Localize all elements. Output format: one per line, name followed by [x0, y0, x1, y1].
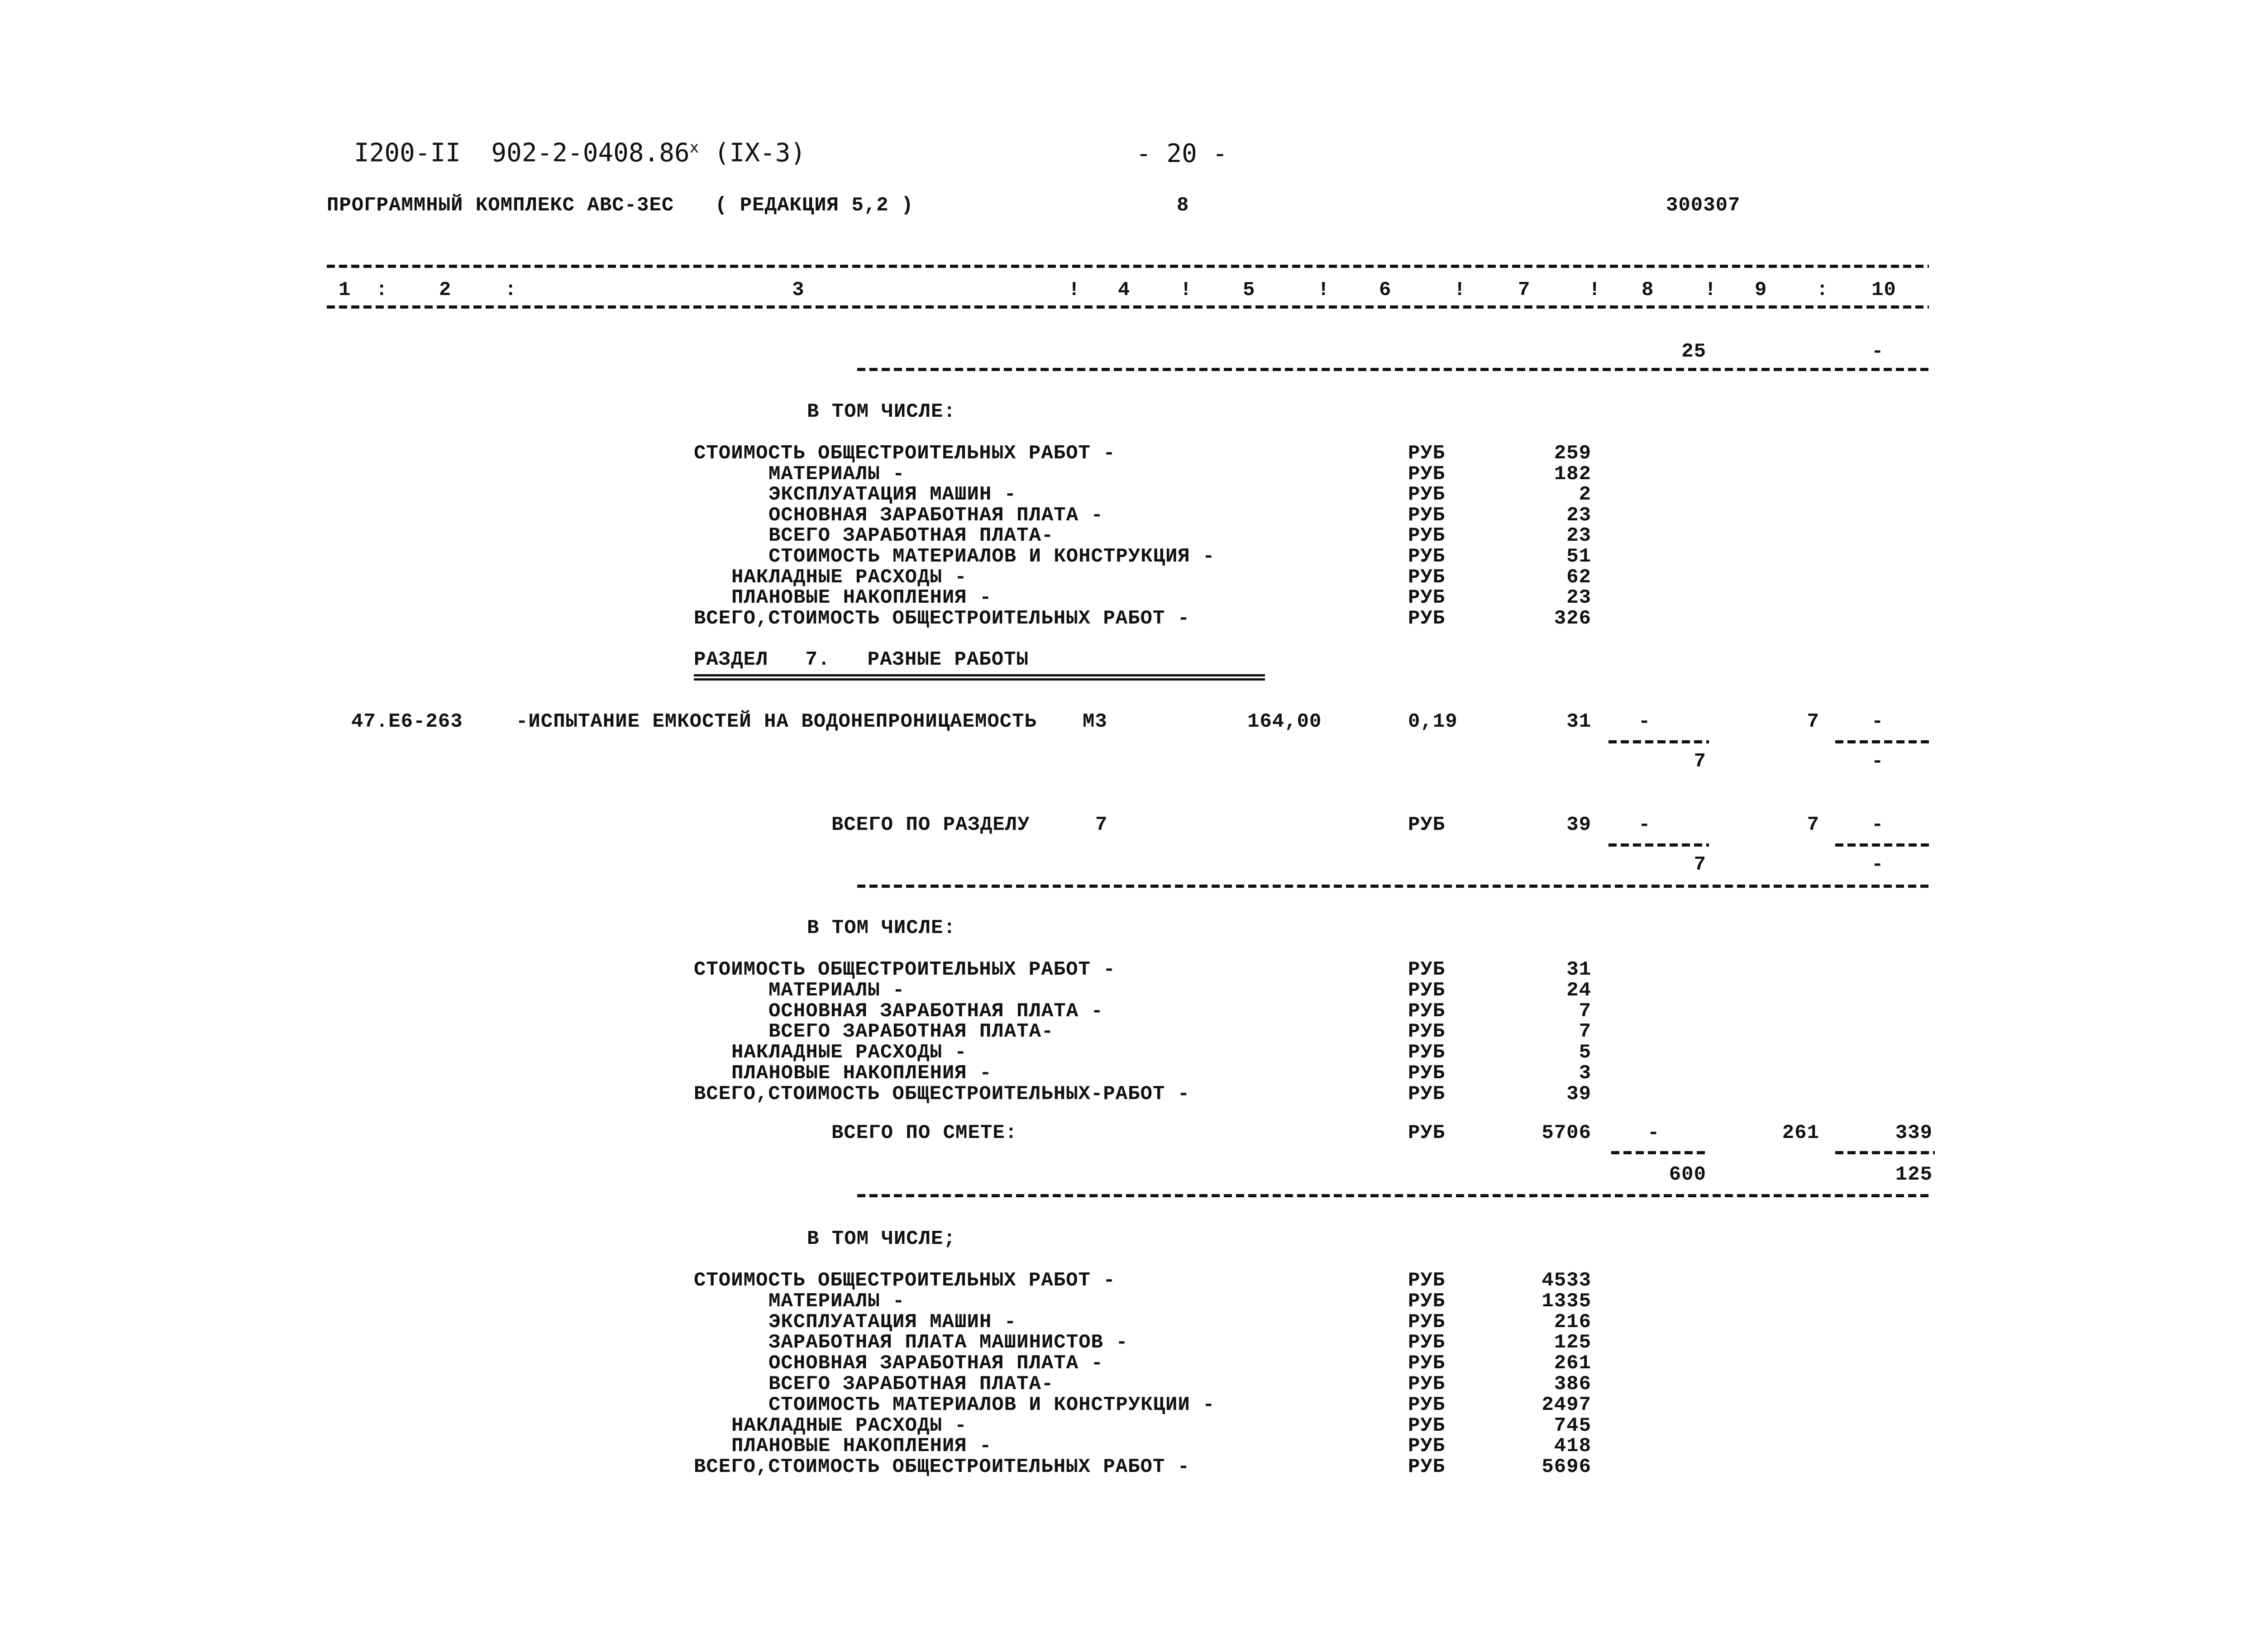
breakdown-unit: РУБ: [1408, 1435, 1446, 1457]
breakdown-value: 39: [1566, 1083, 1591, 1105]
breakdown-value: 24: [1566, 979, 1591, 1002]
column-2: 2: [439, 279, 452, 301]
section-title-underline: [694, 674, 1265, 681]
column-separator: !: [1704, 279, 1717, 301]
breakdown-label: СТОИМОСТЬ ОБЩЕСТРОИТЕЛЬНЫХ РАБОТ -: [694, 442, 1116, 465]
breakdown-value: 23: [1566, 524, 1591, 547]
program-title: ПРОГРАММНЫЙ КОМПЛЕКС АВС-3ЕС: [327, 194, 674, 217]
breakdown-value: 5696: [1542, 1456, 1591, 1478]
item-subrule: [1608, 740, 1709, 743]
breakdown-unit: РУБ: [1408, 1000, 1446, 1023]
section-total-col10: -: [1871, 814, 1884, 836]
breakdown-value: 2497: [1542, 1394, 1591, 1416]
document-code: [354, 134, 806, 167]
breakdown-label: ЗАРАБОТНАЯ ПЛАТА МАШИНИСТОВ -: [768, 1331, 1128, 1354]
estimate-total-rule: [857, 1194, 1933, 1197]
table-top-rule: [327, 265, 1929, 268]
breakdown-unit: РУБ: [1408, 1394, 1446, 1416]
estimate-total-value: 5706: [1542, 1122, 1591, 1144]
estimate-total-label: ВСЕГО ПО СМЕТЕ:: [831, 1122, 1018, 1144]
item-unit-price: 0,19: [1408, 710, 1458, 733]
item-col10: -: [1871, 710, 1884, 733]
section-total-value: 39: [1566, 814, 1591, 836]
breakdown-unit: РУБ: [1408, 1020, 1446, 1043]
breakdown-unit: РУБ: [1408, 1041, 1446, 1064]
section-total-col9: 7: [1807, 814, 1819, 836]
doc-code-text: I200-II 902-2-0408.86: [354, 138, 690, 168]
breakdown-unit: РУБ: [1408, 442, 1446, 465]
column-separator: !: [1589, 279, 1601, 301]
section-total-subrule: [1608, 843, 1709, 847]
breakdown-unit: РУБ: [1408, 607, 1446, 630]
breakdown-unit: РУБ: [1408, 1373, 1446, 1395]
breakdown-unit: РУБ: [1408, 1311, 1446, 1333]
item-col7: -: [1638, 710, 1651, 733]
breakdown-label: НАКЛАДНЫЕ РАСХОДЫ -: [731, 1041, 967, 1064]
breakdown-value: 62: [1566, 566, 1591, 589]
column-separator: !: [1317, 279, 1330, 301]
breakdown-label: ПЛАНОВЫЕ НАКОПЛЕНИЯ -: [731, 1062, 992, 1085]
breakdown-value: 4533: [1542, 1269, 1591, 1292]
breakdown-label: ПЛАНОВЫЕ НАКОПЛЕНИЯ -: [731, 1435, 992, 1457]
breakdown-label: ВСЕГО,СТОИМОСТЬ ОБЩЕСТРОИТЕЛЬНЫХ РАБОТ -: [694, 607, 1190, 630]
table-header-rule: [327, 305, 1929, 309]
breakdown-label: ВСЕГО ЗАРАБОТНАЯ ПЛАТА-: [768, 524, 1054, 547]
breakdown-unit: РУБ: [1408, 1456, 1446, 1478]
column-separator: :: [505, 279, 517, 301]
breakdown-value: 326: [1554, 607, 1591, 630]
breakdown-value: 1335: [1542, 1290, 1591, 1313]
breakdown-value: 7: [1579, 1000, 1591, 1023]
item-col8-lower: 7: [1694, 750, 1706, 773]
breakdown-label: СТОИМОСТЬ МАТЕРИАЛОВ И КОНСТРУКЦИЯ -: [768, 545, 1215, 568]
section-total-col10-lower: -: [1871, 853, 1884, 876]
breakdown-label: ОСНОВНАЯ ЗАРАБОТНАЯ ПЛАТА -: [768, 504, 1103, 527]
section-total-col7: -: [1638, 814, 1651, 836]
breakdown-unit: РУБ: [1408, 586, 1446, 609]
breakdown-label: ВСЕГО,СТОИМОСТЬ ОБЩЕСТРОИТЕЛЬНЫХ-РАБОТ -: [694, 1083, 1190, 1105]
breakdown-unit: РУБ: [1408, 463, 1446, 486]
carried-total-col8: 25: [1681, 340, 1706, 363]
breakdown-unit: РУБ: [1408, 1290, 1446, 1313]
breakdown-label: МАТЕРИАЛЫ -: [768, 463, 905, 486]
block3-heading: В ТОМ ЧИСЛЕ;: [807, 1228, 956, 1250]
breakdown-value: 182: [1554, 463, 1591, 486]
breakdown-value: 216: [1554, 1311, 1591, 1333]
breakdown-label: ОСНОВНАЯ ЗАРАБОТНАЯ ПЛАТА -: [768, 1000, 1103, 1023]
column-4: 4: [1118, 279, 1131, 301]
column-separator: !: [1068, 279, 1081, 301]
estimate-total-col10: 339: [1895, 1122, 1933, 1144]
breakdown-unit: РУБ: [1408, 545, 1446, 568]
estimate-code: 300307: [1666, 194, 1741, 217]
column-9: 9: [1755, 279, 1767, 301]
sheet-number: 8: [1177, 194, 1189, 217]
breakdown-unit: РУБ: [1408, 1083, 1446, 1105]
column-separator: !: [1454, 279, 1466, 301]
breakdown-value: 125: [1554, 1331, 1591, 1354]
breakdown-unit: РУБ: [1408, 483, 1446, 506]
column-10: 10: [1871, 279, 1896, 301]
section-total-col8-lower: 7: [1694, 853, 1706, 876]
column-8: 8: [1642, 279, 1654, 301]
breakdown-label: ОСНОВНАЯ ЗАРАБОТНАЯ ПЛАТА -: [768, 1352, 1103, 1375]
estimate-total-unit: РУБ: [1408, 1122, 1446, 1144]
column-7: 7: [1518, 279, 1531, 301]
breakdown-label: СТОИМОСТЬ ОБЩЕСТРОИТЕЛЬНЫХ РАБОТ -: [694, 958, 1116, 981]
breakdown-value: 3: [1579, 1062, 1591, 1085]
breakdown-value: 31: [1566, 958, 1591, 981]
breakdown-unit: РУБ: [1408, 524, 1446, 547]
estimate-total-col9: 261: [1782, 1122, 1819, 1144]
item-code: 47.Е6-263: [351, 710, 463, 733]
breakdown-unit: РУБ: [1408, 1331, 1446, 1354]
breakdown-value: 418: [1554, 1435, 1591, 1457]
section-total-rule: [857, 885, 1933, 888]
breakdown-unit: РУБ: [1408, 566, 1446, 589]
breakdown-label: ЭКСПЛУАТАЦИЯ МАШИН -: [768, 1311, 1017, 1333]
breakdown-label: СТОИМОСТЬ ОБЩЕСТРОИТЕЛЬНЫХ РАБОТ -: [694, 1269, 1116, 1292]
item-unit: М3: [1083, 710, 1107, 733]
breakdown-label: ПЛАНОВЫЕ НАКОПЛЕНИЯ -: [731, 586, 992, 609]
carried-total-rule: [857, 368, 1929, 371]
breakdown-label: МАТЕРИАЛЫ -: [768, 1290, 905, 1313]
item-col10-lower: -: [1871, 750, 1884, 773]
item-description: -ИСПЫТАНИЕ ЕМКОСТЕЙ НА ВОДОНЕПРОНИЦАЕМОСТЬ: [516, 710, 1037, 733]
breakdown-value: 745: [1554, 1414, 1591, 1437]
breakdown-value: 261: [1554, 1352, 1591, 1375]
estimate-total-col7: -: [1647, 1122, 1660, 1144]
breakdown-unit: РУБ: [1408, 1414, 1446, 1437]
section-title: РАЗДЕЛ 7. РАЗНЫЕ РАБОТЫ: [694, 648, 1029, 671]
column-5: 5: [1243, 279, 1255, 301]
section-total-subrule: [1835, 843, 1933, 847]
doc-code-superscript: x: [689, 138, 699, 157]
item-col9: 7: [1807, 710, 1819, 733]
breakdown-value: 2: [1579, 483, 1591, 506]
breakdown-label: ЭКСПЛУАТАЦИЯ МАШИН -: [768, 483, 1017, 506]
section-total-label: ВСЕГО ПО РАЗДЕЛУ: [831, 814, 1030, 836]
breakdown-value: 7: [1579, 1020, 1591, 1043]
item-subrule: [1835, 740, 1933, 743]
breakdown-unit: РУБ: [1408, 1269, 1446, 1292]
breakdown-unit: РУБ: [1408, 1062, 1446, 1085]
breakdown-value: 23: [1566, 586, 1591, 609]
breakdown-value: 259: [1554, 442, 1591, 465]
breakdown-label: ВСЕГО ЗАРАБОТНАЯ ПЛАТА-: [768, 1373, 1054, 1395]
breakdown-label: НАКЛАДНЫЕ РАСХОДЫ -: [731, 566, 967, 589]
program-edition: ( РЕДАКЦИЯ 5,2 ): [715, 194, 914, 217]
breakdown-unit: РУБ: [1408, 979, 1446, 1002]
page-number: - 20 -: [1136, 139, 1228, 168]
carried-total-col10: -: [1871, 340, 1884, 363]
section-total-number: 7: [1095, 814, 1108, 836]
doc-code-suffix: (IX-3): [699, 138, 806, 168]
block2-heading: В ТОМ ЧИСЛЕ:: [807, 917, 956, 939]
breakdown-unit: РУБ: [1408, 504, 1446, 527]
breakdown-value: 5: [1579, 1041, 1591, 1064]
column-6: 6: [1379, 279, 1392, 301]
breakdown-label: НАКЛАДНЫЕ РАСХОДЫ -: [731, 1414, 967, 1437]
column-3: 3: [792, 279, 805, 301]
breakdown-unit: РУБ: [1408, 1352, 1446, 1375]
section-total-unit: РУБ: [1408, 814, 1446, 836]
column-separator: :: [376, 279, 388, 301]
breakdown-label: МАТЕРИАЛЫ -: [768, 979, 905, 1002]
estimate-total-col8-lower: 600: [1669, 1163, 1706, 1186]
breakdown-unit: РУБ: [1408, 958, 1446, 981]
breakdown-value: 23: [1566, 504, 1591, 527]
breakdown-label: СТОИМОСТЬ МАТЕРИАЛОВ И КОНСТРУКЦИИ -: [768, 1394, 1215, 1416]
estimate-total-subrule: [1611, 1151, 1709, 1154]
item-quantity: 164,00: [1247, 710, 1322, 733]
column-separator: :: [1816, 279, 1829, 301]
estimate-total-subrule: [1835, 1151, 1935, 1154]
estimate-total-col10-lower: 125: [1895, 1163, 1933, 1186]
block1-heading: В ТОМ ЧИСЛЕ:: [807, 400, 956, 423]
breakdown-value: 386: [1554, 1373, 1591, 1395]
column-separator: !: [1180, 279, 1193, 301]
breakdown-label: ВСЕГО ЗАРАБОТНАЯ ПЛАТА-: [768, 1020, 1054, 1043]
breakdown-value: 51: [1566, 545, 1591, 568]
item-total: 31: [1566, 710, 1591, 733]
column-1: 1: [339, 279, 351, 301]
breakdown-label: ВСЕГО,СТОИМОСТЬ ОБЩЕСТРОИТЕЛЬНЫХ РАБОТ -: [694, 1456, 1190, 1478]
